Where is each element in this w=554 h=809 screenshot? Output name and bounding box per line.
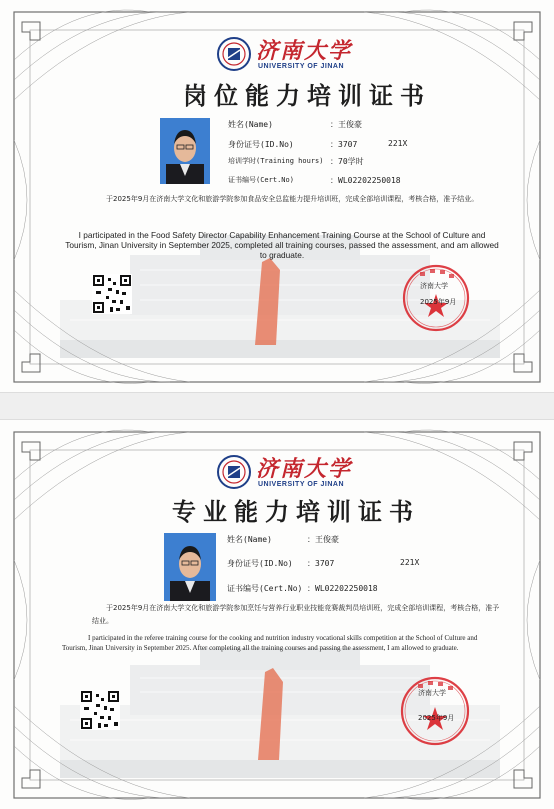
certificate-1 (0, 0, 554, 392)
name-label: 姓名(Name) (228, 120, 273, 129)
university-logo-icon (216, 36, 252, 72)
body-text-en: I participated in the Food Safety Director Capability Enhancement Training Course at the School of Culture and Tourism, Jinan University in September 2025, completed all training courses, passed the assessment, and am allowed to graduate. (65, 230, 499, 260)
qr-code-icon (92, 274, 132, 314)
seal-date: 2025年9月 (420, 298, 457, 306)
university-name-en: UNIVERSITY OF JINAN (258, 481, 344, 488)
seal-org: 济南大学 (420, 282, 448, 290)
id-label: 身份证号(ID.No) (228, 140, 294, 149)
page-separator (0, 392, 554, 420)
seal-org: 济南大学 (418, 689, 446, 697)
cert-label: 证书编号(Cert.No) (227, 584, 303, 593)
university-name-en: UNIVERSITY OF JINAN (258, 63, 344, 70)
id-label: 身份证号(ID.No) (227, 559, 293, 568)
certificate-title: 岗位能力培训证书 (183, 81, 431, 110)
seal-date: 2025年9月 (418, 714, 455, 722)
cert-label: 证书编号(Cert.No) (228, 176, 294, 184)
official-seal-icon (398, 674, 472, 748)
certificate-title: 专业能力培训证书 (172, 497, 420, 526)
avatar (164, 533, 216, 601)
id-value: ：3707 (330, 140, 358, 149)
id-suffix: 221X (400, 558, 420, 567)
university-name-cn: 济南大学 (256, 38, 353, 64)
name-value: ：王俊豪 (307, 535, 339, 544)
hours-label: 培训学时(Training hours) (228, 157, 324, 165)
id-value: ：3707 (307, 559, 335, 568)
name-label: 姓名(Name) (227, 535, 272, 544)
university-logo-icon (216, 454, 252, 490)
body-text-cn: 于2025年9月在济南大学文化和旅游学院参加烹饪与营养行业职业技能竞赛裁判员培训班，完成全部培训课程，考核合格，准予结业。 (92, 604, 500, 625)
cert-value: ：WL02202250018 (330, 176, 401, 185)
certificate-2 (0, 420, 554, 809)
name-value: ：王俊豪 (330, 120, 362, 129)
body-text-en: I participated in the referee training course for the cooking and nutrition industry vocational skills competition at the School of Culture and Tourism, Jinan University in September 2025. After completing all the training courses and passing the assessment, I am allowed to graduate. (62, 634, 478, 652)
hours-value: ：70学时 (330, 157, 364, 166)
cert-value: ：WL02202250018 (307, 584, 378, 593)
qr-code-icon (80, 690, 120, 730)
id-suffix: 221X (388, 139, 408, 148)
body-text-cn: 于2025年9月在济南大学文化和旅游学院参加食品安全总监能力提升培训班，完成全部培训课程，考核合格，准予结业。 (106, 195, 479, 203)
avatar (160, 118, 210, 184)
university-name-cn: 济南大学 (256, 456, 353, 482)
